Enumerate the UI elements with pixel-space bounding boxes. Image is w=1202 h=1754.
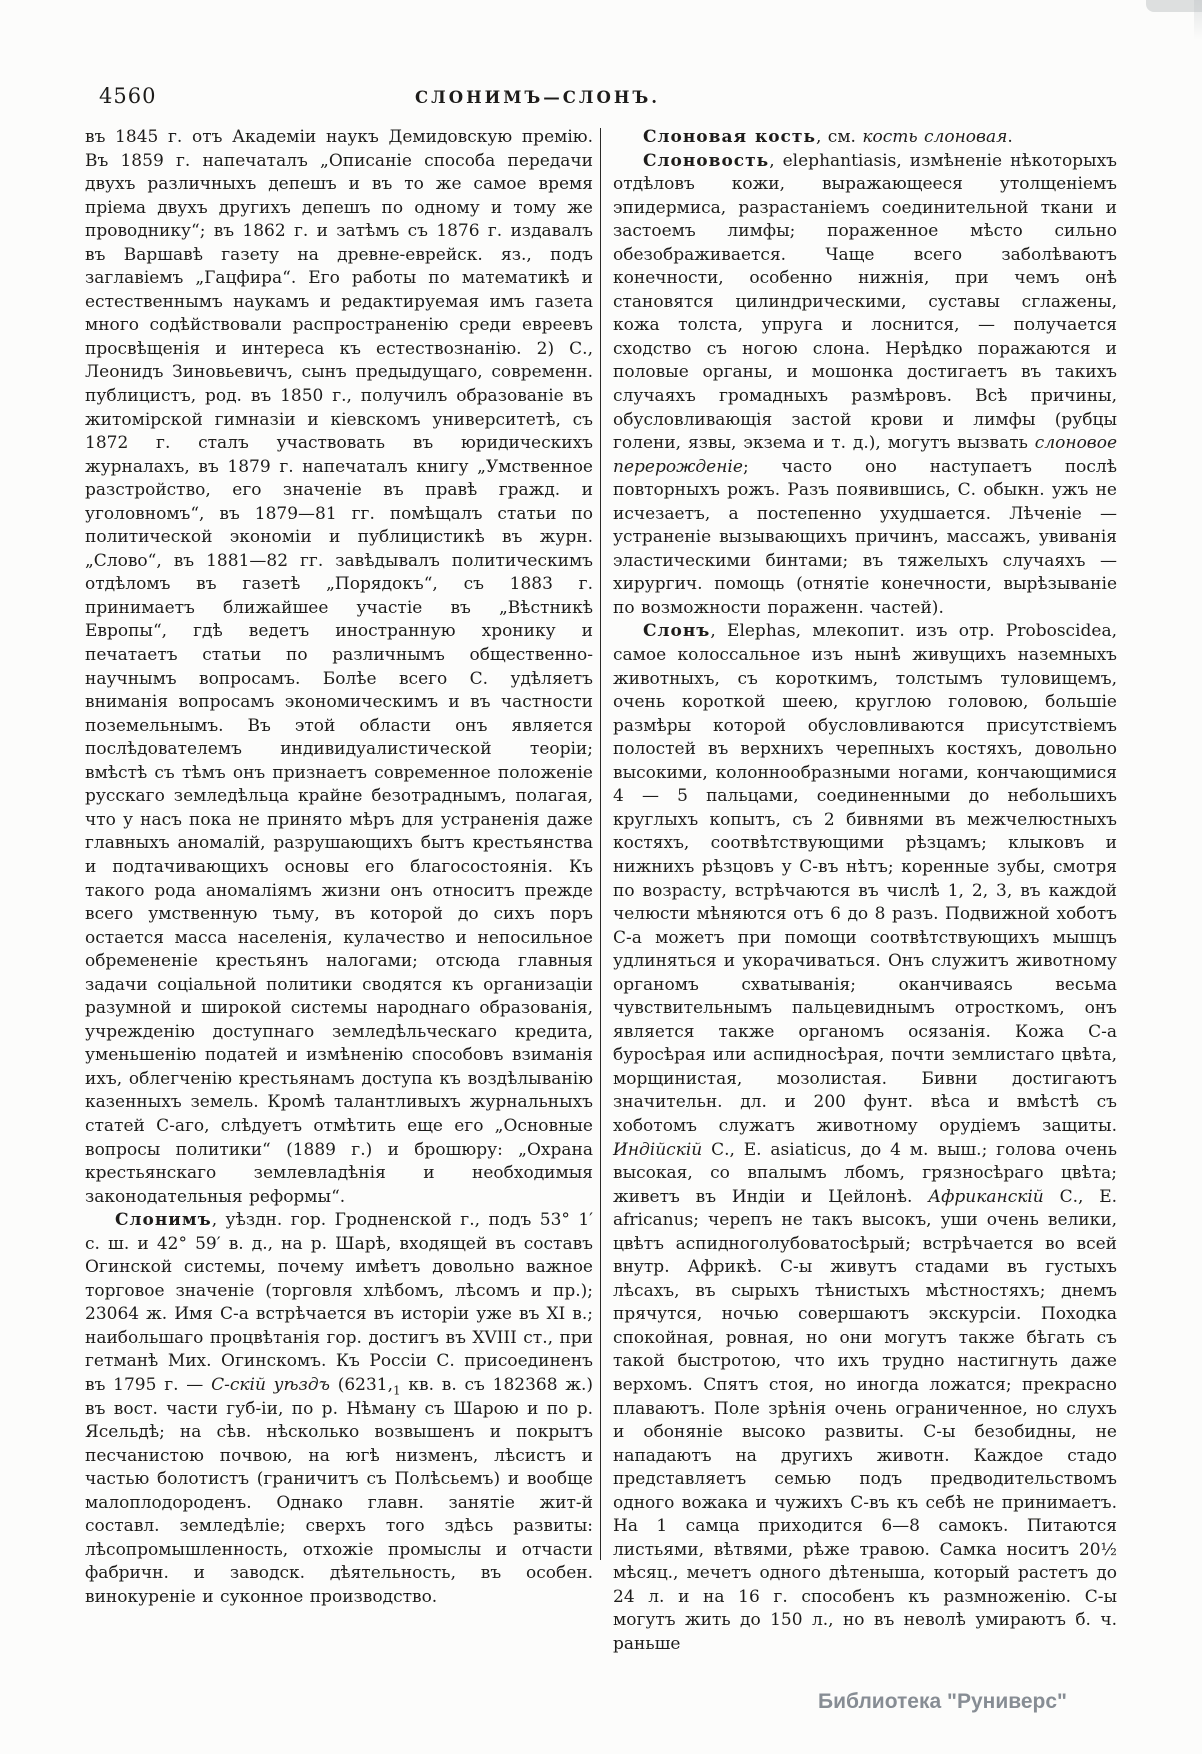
text-run: С., E. africanus; черепъ не такъ высокъ, уши очень велики, цвѣтъ аспидноголубоватосѣрый; встрѣчается во всей внутр. Африкѣ. С-ы живутъ стадами въ густыхъ лѣсахъ, въ сырыхъ тѣнистыхъ мѣстностяхъ; днемъ прячутся, ночью совершаютъ экскурсіи. Походка спокойная, ровная, но они могутъ также бѣгать съ такой быстротою, что ихъ трудно настигнуть даже верхомъ. Спятъ стоя, но иногда ложатся; прекрасно плаваютъ. Поле зрѣнія очень ограниченное, но слухъ и обоняніе высоко развиты. С-ы безобидны, не нападаютъ на другихъ животн. Каждое стадо представляетъ семью подъ предводительствомъ одного вожака и чужихъ С-въ къ себѣ не принимаетъ. На 1 самца приходится 6—8 самокъ. Питаются листьями, вѣтвями, рѣже травою. Самка носитъ 20½ мѣсяц., мечетъ одного дѣтеныша, который растетъ до 24 л. и на 16 г. способенъ къ размноженію. С-ы могутъ жить до 150 л., но въ неволѣ умираютъ б. ч. раньше — [613, 1186, 1118, 1654]
italic-term: слоновое перерожденіе — [613, 433, 1117, 477]
text-run: , Elephas, млекопит. изъ отр. Proboscidea, самое колоссальное изъ нынѣ живущихъ наземныхъ животныхъ, съ короткимъ, толстымъ туловищемъ, очень короткой шеею, круглою головою, большіе размѣры которой обусловливаются присутствіемъ полостей въ верхнихъ черепныхъ костяхъ, довольно высокими, колоннообразными ногами, кончающимися 4 — 5 пальцами, соединенными до небольшихъ круглыхъ копытъ, съ 2 бивнями въ межчелюстныхъ костяхъ, соотвѣтствующими рѣзцамъ; клыковъ и нижнихъ рѣзцовъ у С-въ нѣтъ; коренные зубы, смотря по возрасту, встрѣчаются въ числѣ 1, 2, 3, въ каждой челюсти мѣняются отъ 6 до 8 разъ. Подвижной хоботъ С-а можетъ при помощи соотвѣтствующихъ мышцъ удлиняться и укорачиваться. Онъ служитъ животному органомъ схватыванія; оканчиваясь весьма чувствительнымъ пальцевиднымъ отросткомъ, онъ является также органомъ осязанія. Кожа С-а буросѣрая или аспидносѣрая, почти землистаго цвѣта, морщинистая, мозолистая. Бивни достигаютъ значительн. дл. и 200 фунт. вѣса и вмѣстѣ съ хоботомъ служатъ животному орудіемъ защиты. — [613, 621, 1117, 1136]
column-divider-rule — [600, 128, 601, 1560]
text-run: въ 1845 г. отъ Академіи наукъ Демидовскую премію. Въ 1859 г. напечаталъ „Описаніе способа передачи двухъ различныхъ депешъ и въ то же самое время пріема двухъ другихъ депешъ по одному и тому же проводнику“; въ 1862 г. и затѣмъ съ 1876 г. издавалъ въ Варшавѣ газету на древне-еврейск. яз., подъ заглавіемъ „Гацфира“. Его работы по математикѣ и естественнымъ наукамъ и редактируемая имъ газета много содѣйствовали распространенію среди евреевъ просвѣщенія и интереса къ естествознанію. 2) С., Леонидъ Зиновьевичъ, сынъ предыдущаго, современн. публицистъ, род. въ 1850 г., получилъ образованіе въ житомірской гимназіи и кіевскомъ университетѣ, съ 1872 г. сталъ участвовать въ юридическихъ журналахъ, въ 1879 г. напечаталъ книгу „Умственное разстройство, его значеніе въ правѣ гражд. и уголовномъ“, въ 1879—81 гг. помѣщалъ статьи по политической экономіи и публицистикѣ въ журн. „Слово“, въ 1881—82 гг. завѣдывалъ политическимъ отдѣломъ въ газетѣ „Порядокъ“, съ 1883 г. принимаетъ ближайшее участіе въ „Вѣстникѣ Европы“, гдѣ ведетъ иностранную хронику и печатаетъ статьи по различнымъ общественно-научнымъ вопросамъ. Болѣе всего С. удѣляетъ вниманія вопросамъ экономическимъ и въ частности поземельнымъ. Въ этой области онъ является послѣдователемъ индивидуалистической теоріи; вмѣстѣ съ тѣмъ онъ признаетъ современное положеніе русскаго земледѣльца крайне безотраднымъ, полагая, что у насъ пока не принято мѣръ для устраненія даже главныхъ аномалій, разрушающихъ бытъ крестьянства и подтачивающихъ основы его благосостоянія. Къ такого рода аномаліямъ жизни онъ относитъ прежде всего умственную тьму, въ которой до сихъ поръ остается масса населенія, кулачество и непосильное обремененіе крестьянъ налогами; отсюда главныя задачи соціальной политики сводятся къ организаціи разумной и широкой системы народнаго образованія, учрежденію доступнаго земледѣльческаго кредита, уменьшенію податей и измѣненію способовъ взиманія ихъ, облегченію крестьянамъ доступа къ воздѣлыванію казенныхъ земель. Кромѣ талантливыхъ журнальныхъ статей С-аго, слѣдуетъ отмѣтить еще его „Основные вопросы политики“ (1889 г.) и брошюру: „Охрана крестьянскаго землевладѣнія и необходимыя законодательныя реформы“. — [85, 127, 593, 1207]
italic-term: Африканскій — [928, 1186, 1044, 1207]
article-paragraph — [85, 1209, 593, 1609]
italic-term: Индійскій — [613, 1139, 703, 1160]
right-text-column — [613, 126, 1117, 1657]
article-paragraph — [85, 126, 593, 1209]
scan-edge-artifact — [1194, 0, 1202, 40]
article-paragraph — [613, 150, 1117, 621]
text-run: С., E. asiaticus, до 4 м. выш.; голова очень высокая, со впалымъ лбомъ, грязносѣраго цвѣта; живетъ въ Индіи и Цейлонѣ. — [613, 1139, 1117, 1207]
running-title: СЛОНИМЪ—СЛОНЪ. — [414, 88, 661, 107]
headword: Слонимъ — [115, 1210, 212, 1231]
page-number: 4560 — [99, 84, 157, 108]
article-paragraph — [613, 126, 1117, 150]
italic-term: кость слоновая — [862, 127, 1008, 147]
text-run: , elephantiasis, измѣненіе нѣкоторыхъ отдѣловъ кожи, выражающееся утолщеніемъ эпидермиса, разрастаніемъ соединительной ткани и застоемъ лимфы; пораженное мѣсто сильно обезображивается. Чаще всего заболѣваютъ конечности, особенно нижнія, при чемъ онѣ становятся цилиндрическими, суставы сглажены, кожа толста, упруга и лоснится, — получается сходство съ ногою слона. Нерѣдко поражаются и половые органы, и мошонка достигаетъ въ такихъ случаяхъ громадныхъ размѣровъ. Всѣ причины, обусловливающія застой крови и лимфы (рубцы голени, язвы, экзема и т. д.), могутъ вызвать — [613, 150, 1117, 454]
text-run: ; часто оно наступаетъ послѣ повторныхъ рожъ. Разъ появившись, С. обыкн. ужъ не исчезаетъ, а постепенно ухудшается. Лѣченіе — устраненіе вызывающихъ причинъ, массажъ, увиванія эластическими бинтами; въ тяжелыхъ случаяхъ — хирургич. помощь (отнятіе конечности, вырѣзываніе по возможности пораженн. частей). — [613, 456, 1117, 618]
text-run: , уѣздн. гор. Гродненской г., подъ 53° 1′ с. ш. и 42° 59′ в. д., на р. Шарѣ, входящей въ составъ Огинской системы, почему имѣетъ довольно важное торговое значеніе (торговля хлѣбомъ, лѣсомъ и пр.); 23064 ж. Имя С-а встрѣчается въ исторіи уже въ XI в.; наибольшаго процвѣтанія гор. достигъ въ XVIII ст., при гетманѣ Мих. Огинскомъ. Къ Россіи С. присоединенъ въ 1795 г. — — [85, 1210, 593, 1395]
text-run: . — [1007, 127, 1013, 147]
italic-term: С-скій уѣздъ — [211, 1374, 330, 1395]
subscript-digit: 1 — [393, 1383, 401, 1398]
text-run: (6231, — [329, 1374, 394, 1395]
headword: Слонъ — [643, 621, 711, 642]
library-watermark: Библиотека "Руниверс" — [818, 1690, 1068, 1713]
text-run: кв. в. съ 182368 ж.) въ вост. части губ-іи, по р. Нѣману съ Шарою и по р. Ясельдѣ; на сѣв. нѣсколько возвышенъ и покрытъ песчанистою почвою, на югѣ низменъ, лѣсистъ и частью болотистъ (граничитъ съ Полѣсьемъ) и вообще малоплодороденъ. Однако главн. занятіе жит-й составл. земледѣліе; сверхъ того здѣсь развиты: лѣсопромышленность, отхожіе промыслы и отчасти фабричн. и заводск. дѣятельность, въ особен. винокуреніе и суконное производство. — [85, 1374, 593, 1607]
article-paragraph — [613, 620, 1117, 1656]
headword: Слоновость — [643, 150, 770, 171]
left-text-column — [85, 126, 593, 1609]
headword: Слоновая кость — [643, 127, 816, 147]
text-run: , см. — [815, 127, 863, 147]
